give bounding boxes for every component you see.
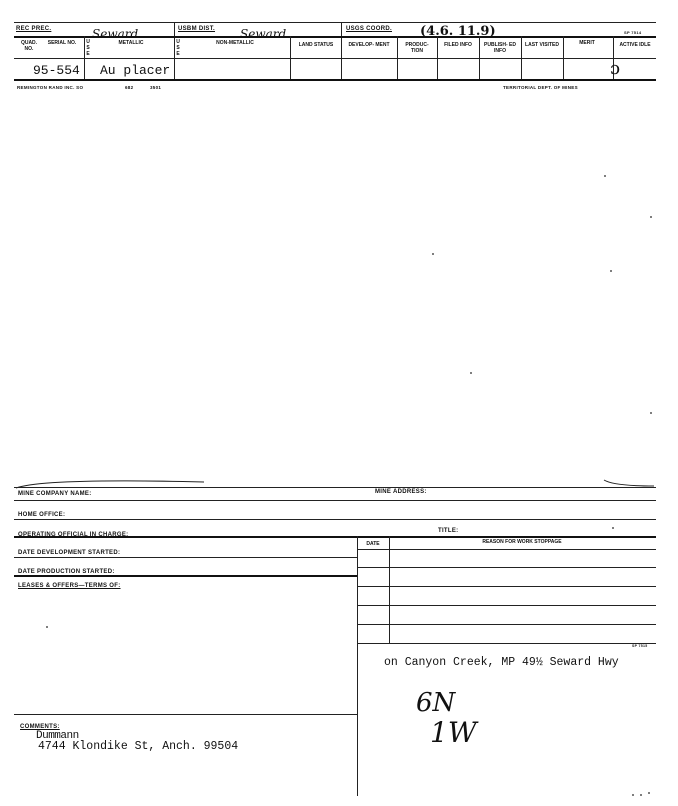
card-top-curve xyxy=(14,470,659,500)
col-last-visited: LAST VISITED xyxy=(525,42,559,48)
printer-right: TERRITORIAL DEPT. OF MINES xyxy=(503,85,578,90)
small-form-code: SP 7515 xyxy=(632,644,648,648)
printer-mid1: 682 xyxy=(125,85,134,90)
comments-name: Dummann xyxy=(36,730,79,742)
col-merit: MERIT xyxy=(579,40,595,46)
hand-1w: 1W xyxy=(430,716,477,749)
printer-mid2: 3501 xyxy=(150,85,162,90)
reason-col-header: REASON FOR WORK STOPPAGE xyxy=(482,539,562,545)
col-published-info: PUBLISH- ED INFO xyxy=(484,42,516,54)
col-production: PRODUC- TION xyxy=(405,42,429,54)
quad-serial-value: 95-554 xyxy=(33,63,80,78)
hand-6n: 6N xyxy=(416,688,456,718)
usbm-dist-value: Seward xyxy=(240,27,287,41)
col-metallic: METALLIC xyxy=(118,40,144,46)
col-filed-info: FILED INFO xyxy=(444,42,472,48)
col-serial: SERIAL NO. xyxy=(47,40,77,46)
mine-address-label: MINE ADDRESS: xyxy=(375,489,427,495)
leases-label: LEASES & OFFERS—TERMS OF: xyxy=(18,583,121,589)
col-quad: QUAD. NO. xyxy=(20,40,38,52)
form-code: SP 7514 xyxy=(624,30,642,35)
date-col-header: DATE xyxy=(366,541,380,547)
home-office-label: HOME OFFICE: xyxy=(18,512,66,518)
mine-company-label: MINE COMPANY NAME: xyxy=(18,491,92,497)
rec-prec-value: Seward xyxy=(92,27,139,41)
usbm-dist-label: USBM DIST. xyxy=(178,26,216,32)
comments-address: 4744 Klondike St, Anch. 99504 xyxy=(38,740,239,753)
col-development: DEVELOP- MENT xyxy=(348,42,390,48)
comments-label: COMMENTS: xyxy=(20,724,60,730)
date-production-label: DATE PRODUCTION STARTED: xyxy=(18,569,115,575)
active-idle-mark: ɔ xyxy=(610,58,621,79)
col-active-idle: ACTIVE IDLE xyxy=(619,42,651,48)
date-development-label: DATE DEVELOPMENT STARTED: xyxy=(18,550,121,556)
title-label: TITLE: xyxy=(438,528,459,534)
col-use-nonmetallic: U S E xyxy=(176,39,180,57)
metallic-value: Au placer xyxy=(100,63,171,78)
col-nonmetallic: NON-METALLIC xyxy=(216,40,254,46)
operating-official-label: OPERATING OFFICIAL IN CHARGE: xyxy=(18,532,129,538)
col-land-status: LAND STATUS xyxy=(298,42,334,48)
rec-prec-label: REC PREC. xyxy=(16,26,52,32)
usgs-coord-value: (4.6. 11.9) xyxy=(420,24,496,39)
location-note: on Canyon Creek, MP 49½ Seward Hwy xyxy=(384,656,619,669)
col-use-metallic: U S E xyxy=(86,39,90,57)
usgs-coord-label: USGS COORD. xyxy=(346,26,392,32)
printer-left: REMINGTON RAND INC. SO xyxy=(17,85,84,90)
